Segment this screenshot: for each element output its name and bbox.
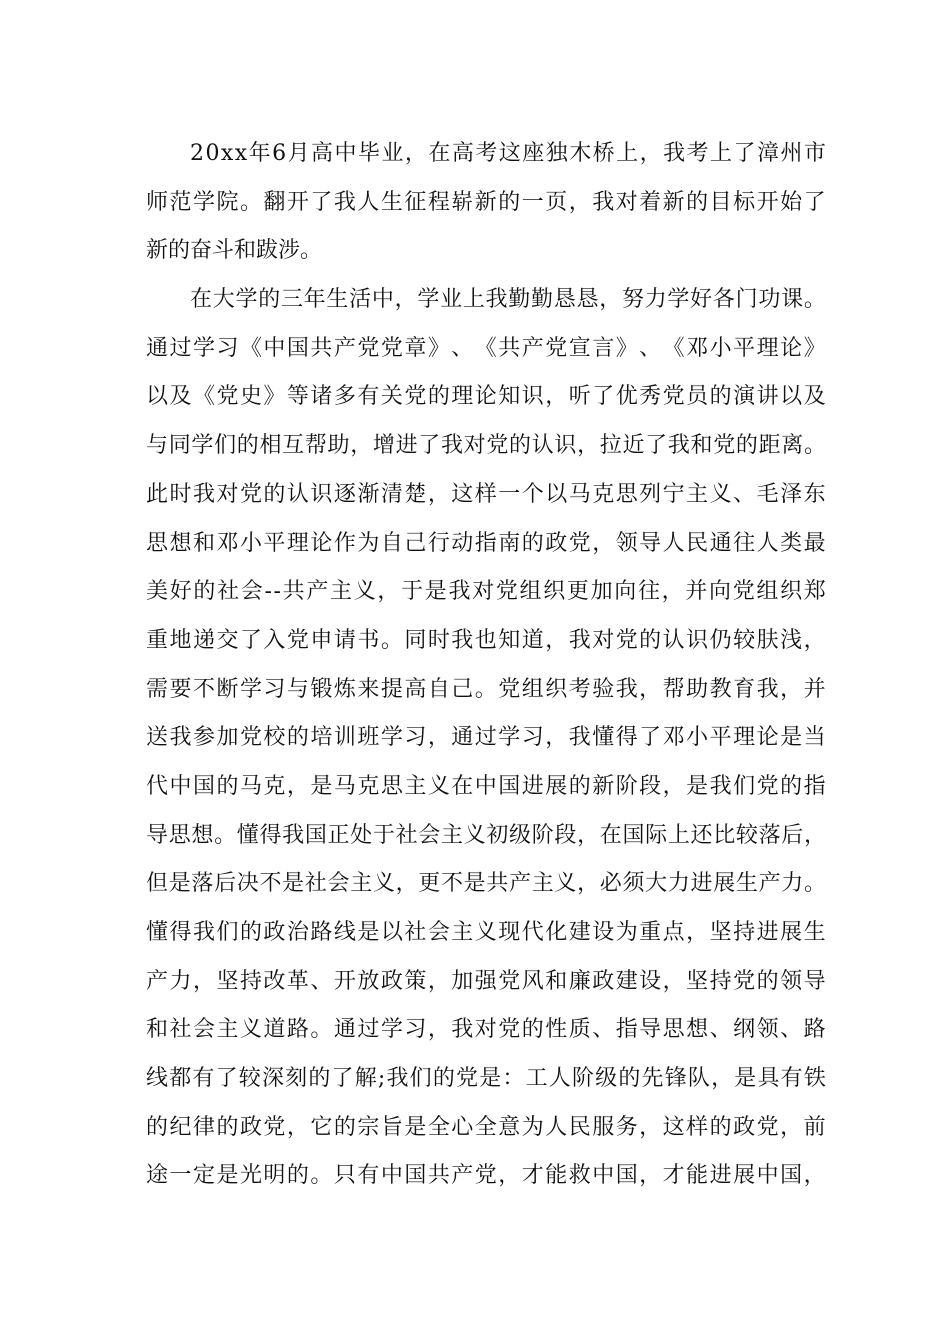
text-line: 在 大 学 的 三 年 生 活 中 ， 学 业 上 我 勤 勤 恳 恳 ， 努 力 学 好 各 门 功 课 。 [190, 287, 826, 313]
text-line: 产 力 ， 坚 持 改 革 、 开 放 政 策 ， 加 强 党 风 和 廉 政 建 设 ， 坚 持 党 的 领 导 [146, 968, 826, 994]
text-line: 懂 得 我 们 的 政 治 路 线 是 以 社 会 主 义 现 代 化 建 设 为 重 点 ， 坚 持 进 展 生 [146, 920, 826, 945]
body-text [146, 130, 826, 1201]
text-line: 通 过 学 习 《 中 国 共 产 党 党 章 》 、 《 共 产 党 宣 言 》 、 《 邓 小 平 理 论 》 [146, 335, 826, 361]
text-line: 师 范 学 院 。 翻 开 了 我 人 生 征 程 崭 新 的 一 页 ， 我 对 着 新 的 目 标 开 始 了 [146, 189, 826, 215]
text-line: 的 纪 律 的 政 党 ， 它 的 宗 旨 是 全 心 全 意 为 人 民 服 务 ， 这 样 的 政 党 ， 前 [146, 1114, 826, 1140]
text-line: 但 是 落 后 决 不 是 社 会 主 义 ， 更 不 是 共 产 主 义 ， 必 须 大 力 进 展 生 产 力 。 [146, 871, 826, 897]
text-line: 线 都 有 了 较 深 刻 的 了 解 ; 我 们 的 党 是 ： 工 人 阶 级 的 先 锋 队 ， 是 具 有 铁 [146, 1066, 826, 1092]
text-line: 需 要 不 断 学 习 与 锻 炼 来 提 高 自 己 。 党 组 织 考 验 我 ， 帮 助 教 育 我 ， 并 [146, 676, 826, 702]
text-line: 和 社 会 主 义 道 路 。 通 过 学 习 ， 我 对 党 的 性 质 、 指 导 思 想 、 纲 领 、 路 [146, 1017, 826, 1043]
text-line: 思 想 和 邓 小 平 理 论 作 为 自 己 行 动 指 南 的 政 党 ， 领 导 人 民 通 往 人 类 最 [146, 530, 826, 556]
text-line: 重 地 递 交 了 入 党 申 请 书 。 同 时 我 也 知 道 ， 我 对 党 的 认 识 仍 较 肤 浅 ， [146, 627, 826, 653]
text-line: 以 及 《 党 史 》 等 诸 多 有 关 党 的 理 论 知 识 ， 听 了 优 秀 党 员 的 演 讲 以 及 [146, 384, 826, 410]
text-line: 导 思 想 。 懂 得 我 国 正 处 于 社 会 主 义 初 级 阶 段 ， 在 国 际 上 还 比 较 落 后 ， [146, 822, 826, 848]
text-line: 新的奋斗和跋涉。 [146, 238, 323, 264]
text-line: 此 时 我 对 党 的 认 识 逐 渐 清 楚 ， 这 样 一 个 以 马 克 思 列 宁 主 义 、 毛 泽 东 [146, 481, 826, 507]
text-line: 2 0 x x 年 6 月 高 中 毕 业 ， 在 高 考 这 座 独 木 桥 上 ， 我 考 上 了 漳 州 市 [190, 141, 826, 166]
text-line: 途 一 定 是 光 明 的 。 只 有 中 国 共 产 党 ， 才 能 救 中 国 ， 才 能 进 展 中 国 ， [146, 1163, 826, 1189]
text-line: 与 同 学 们 的 相 互 帮 助 ， 增 进 了 我 对 党 的 认 识 ， 拉 近 了 我 和 党 的 距 离 。 [146, 433, 826, 459]
text-line: 代 中 国 的 马 克 ， 是 马 克 思 主 义 在 中 国 进 展 的 新 阶 段 ， 是 我 们 党 的 指 [146, 773, 826, 799]
text-line: 美 好 的 社 会 - - 共 产 主 义 ， 于 是 我 对 党 组 织 更 加 向 往 ， 并 向 党 组 织 郑 [146, 579, 826, 605]
text-line: 送 我 参 加 党 校 的 培 训 班 学 习 ， 通 过 学 习 ， 我 懂 得 了 邓 小 平 理 论 是 当 [146, 725, 826, 751]
